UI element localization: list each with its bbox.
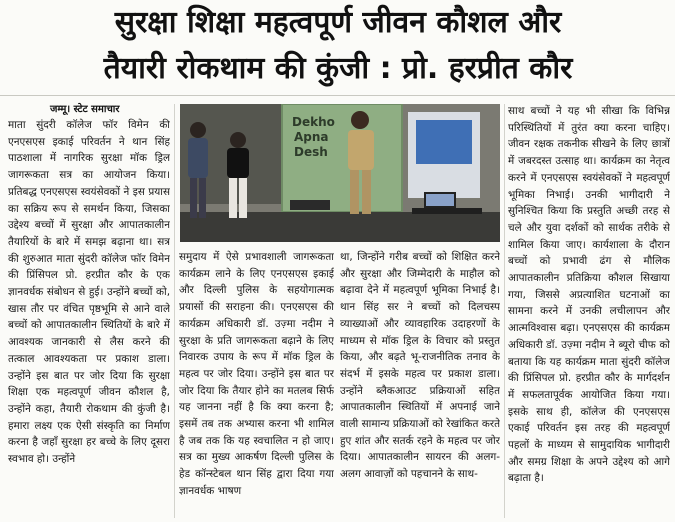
article-column-2: [179, 249, 334, 519]
headline-line-1: सुरक्षा शिक्षा महत्वपूर्ण जीवन कौशल और: [114, 5, 562, 40]
column-4-text: साथ बच्चों ने यह भी सीखा कि विभिन्न परिस्थितियों में तुरंत क्या करना चाहिए। जीवन रक्षक तकनीक सीखने के लिए छात्रों में जबरदस्त उत्साह था। कार्यक्रम का नेतृत्व करने में एनएसएस स्वयंसेवकों ने महत्वपूर्ण भूमिका निभाई। उनकी भागीदारी ने सुनिश्चित किया कि प्रस्तुति अच्छी तरह से चले और युवा दर्शकों को सार्थक तरीके से शामिल किया जाए। कार्यशाला के दौरान बच्चों को प्रभावी ढंग से मौलिक आपातकालीन प्रतिक्रिया कौशल सिखाया गया, जिससे अप्रत्याशित घटनाओं का सामना करने में उनकी लचीलापन और आत्मविश्वास बढ़ा। एनएसएस की कार्यक्रम अधिकारी डॉ. उज़्मा नदीम ने ब्यूरो चीफ को बताया कि यह कार्यक्रम माता सुंदरी कॉलेज की प्रिंसिपल प्रो. हरप्रीत कौर के मार्गदर्शन में सफलतापूर्वक आयोजित किया गया। इसके साथ ही, कॉलेज की एनएसएस एकाई परिवर्तन इस तरह की महत्वपूर्ण पहलों के माध्यम से सामुदायिक भागीदारी और समग्र शिक्षा के अपने उद्देश्य को आगे बढ़ाता है।: [508, 105, 670, 485]
banner-word-3: Desh: [294, 145, 328, 159]
banner-word-1: Dekho: [292, 115, 335, 129]
column-divider: [504, 104, 505, 518]
article-column-4: [508, 103, 670, 519]
news-photo: [180, 104, 500, 242]
news-photo-illustration: [180, 104, 500, 242]
column-1-text: माता सुंदरी कॉलेज फॉर विमेन की एनएसएस इकाई परिवर्तन ने थान सिंह पाठशाला में नागरिक सुरक्षा मॉक ड्रिल जागरूकता सत्र का आयोजन किया। प्रतिबद्ध एनएसएस स्वयंसेवकों ने इस प्रयास का सक्रिय रूप से समर्थन किया, जिसका उद्देश्य बच्चों में सुरक्षा और आपातकालीन तैयारियों के बारे में समझ बढ़ाना था। सत्र की शुरुआत माता सुंदरी कॉलेज फॉर विमेन की प्रिंसिपल प्रो. हरप्रीत कौर के एक ज्ञानवर्धक संबोधन से हुई। उन्होंने बच्चों को, खास तौर पर वंचित पृष्ठभूमि से आने वाले बच्चों को आपातकालीन स्थितियों के बारे में आवश्यक जानकारी से लैस करने की तत्काल आवश्यकता पर प्रकाश डाला। उन्होंने इस बात पर जोर दिया कि सुरक्षा शिक्षा एक महत्वपूर्ण जीवन कौशल है, उन्होंने कहा, तैयारी रोकथाम की कुंजी है। हमारा लक्ष्य एक ऐसी संस्कृति का निर्माण करना है जहाँ सुरक्षा हर बच्चे के लिए दूसरा स्वभाव हो। उन्होंने: [8, 119, 170, 466]
column-2-text: समुदाय में ऐसे प्रभावशाली जागरूकता कार्यक्रम लाने के लिए एनएसएस इकाई और दिल्ली पुलिस के सहयोगात्मक प्रयासों की सराहना की। एनएसएस की कार्यक्रम अधिकारी डॉ. उज़्मा नदीम ने सुरक्षा के प्रति जागरूकता बढ़ाने के लिए निवारक उपाय के रूप में मॉक ड्रिल के महत्व पर जोर दिया। उन्होंने इस बात पर जोर दिया कि तैयार होने का मतलब सिर्फ यह जानना नहीं है कि क्या करना है; इसमें तब तक अभ्यास करना भी शामिल है जब तक कि यह स्वचालित न हो जाए। सत्र का मुख्य आकर्षण दिल्ली पुलिस के हेड कॉन्स्टेबल थान सिंह द्वारा दिया गया ज्ञानवर्धक भाषण: [179, 251, 334, 497]
headline-line-2: तैयारी रोकथाम की कुंजी : प्रो. हरप्रीत कौर: [103, 51, 573, 86]
article-column-1: [8, 117, 170, 519]
column-divider: [174, 104, 175, 518]
article-column-3: [340, 249, 500, 519]
column-3-text: था, जिन्होंने गरीब बच्चों को शिक्षित करने और सुरक्षा और जिम्मेदारी के माहौल को बढ़ावा देने में महत्वपूर्ण भूमिका निभाई है। थान सिंह सर ने बच्चों को दिलचस्प व्याख्याओं और व्यावहारिक उदाहरणों के माध्यम से मॉक ड्रिल के विचार को प्रस्तुत किया, और बढ़ते भू-राजनीतिक तनाव के संदर्भ में इसके महत्व पर प्रकाश डाला। उन्होंने ब्लैकआउट प्रक्रियाओं सहित आपातकालीन स्थितियों में अपनाई जाने वाली सामान्य प्रक्रियाओं को रेखांकित करते हुए शांत और सतर्क रहने के महत्व पर जोर दिया। आपातकालीन सायरन की अलग-अलग आवाज़ों को पहचानने के साथ-: [340, 251, 500, 481]
headline-rule: [0, 95, 675, 96]
banner-word-2: Apna: [294, 130, 329, 144]
dateline: जम्मू। स्टेट समाचार: [50, 104, 120, 115]
